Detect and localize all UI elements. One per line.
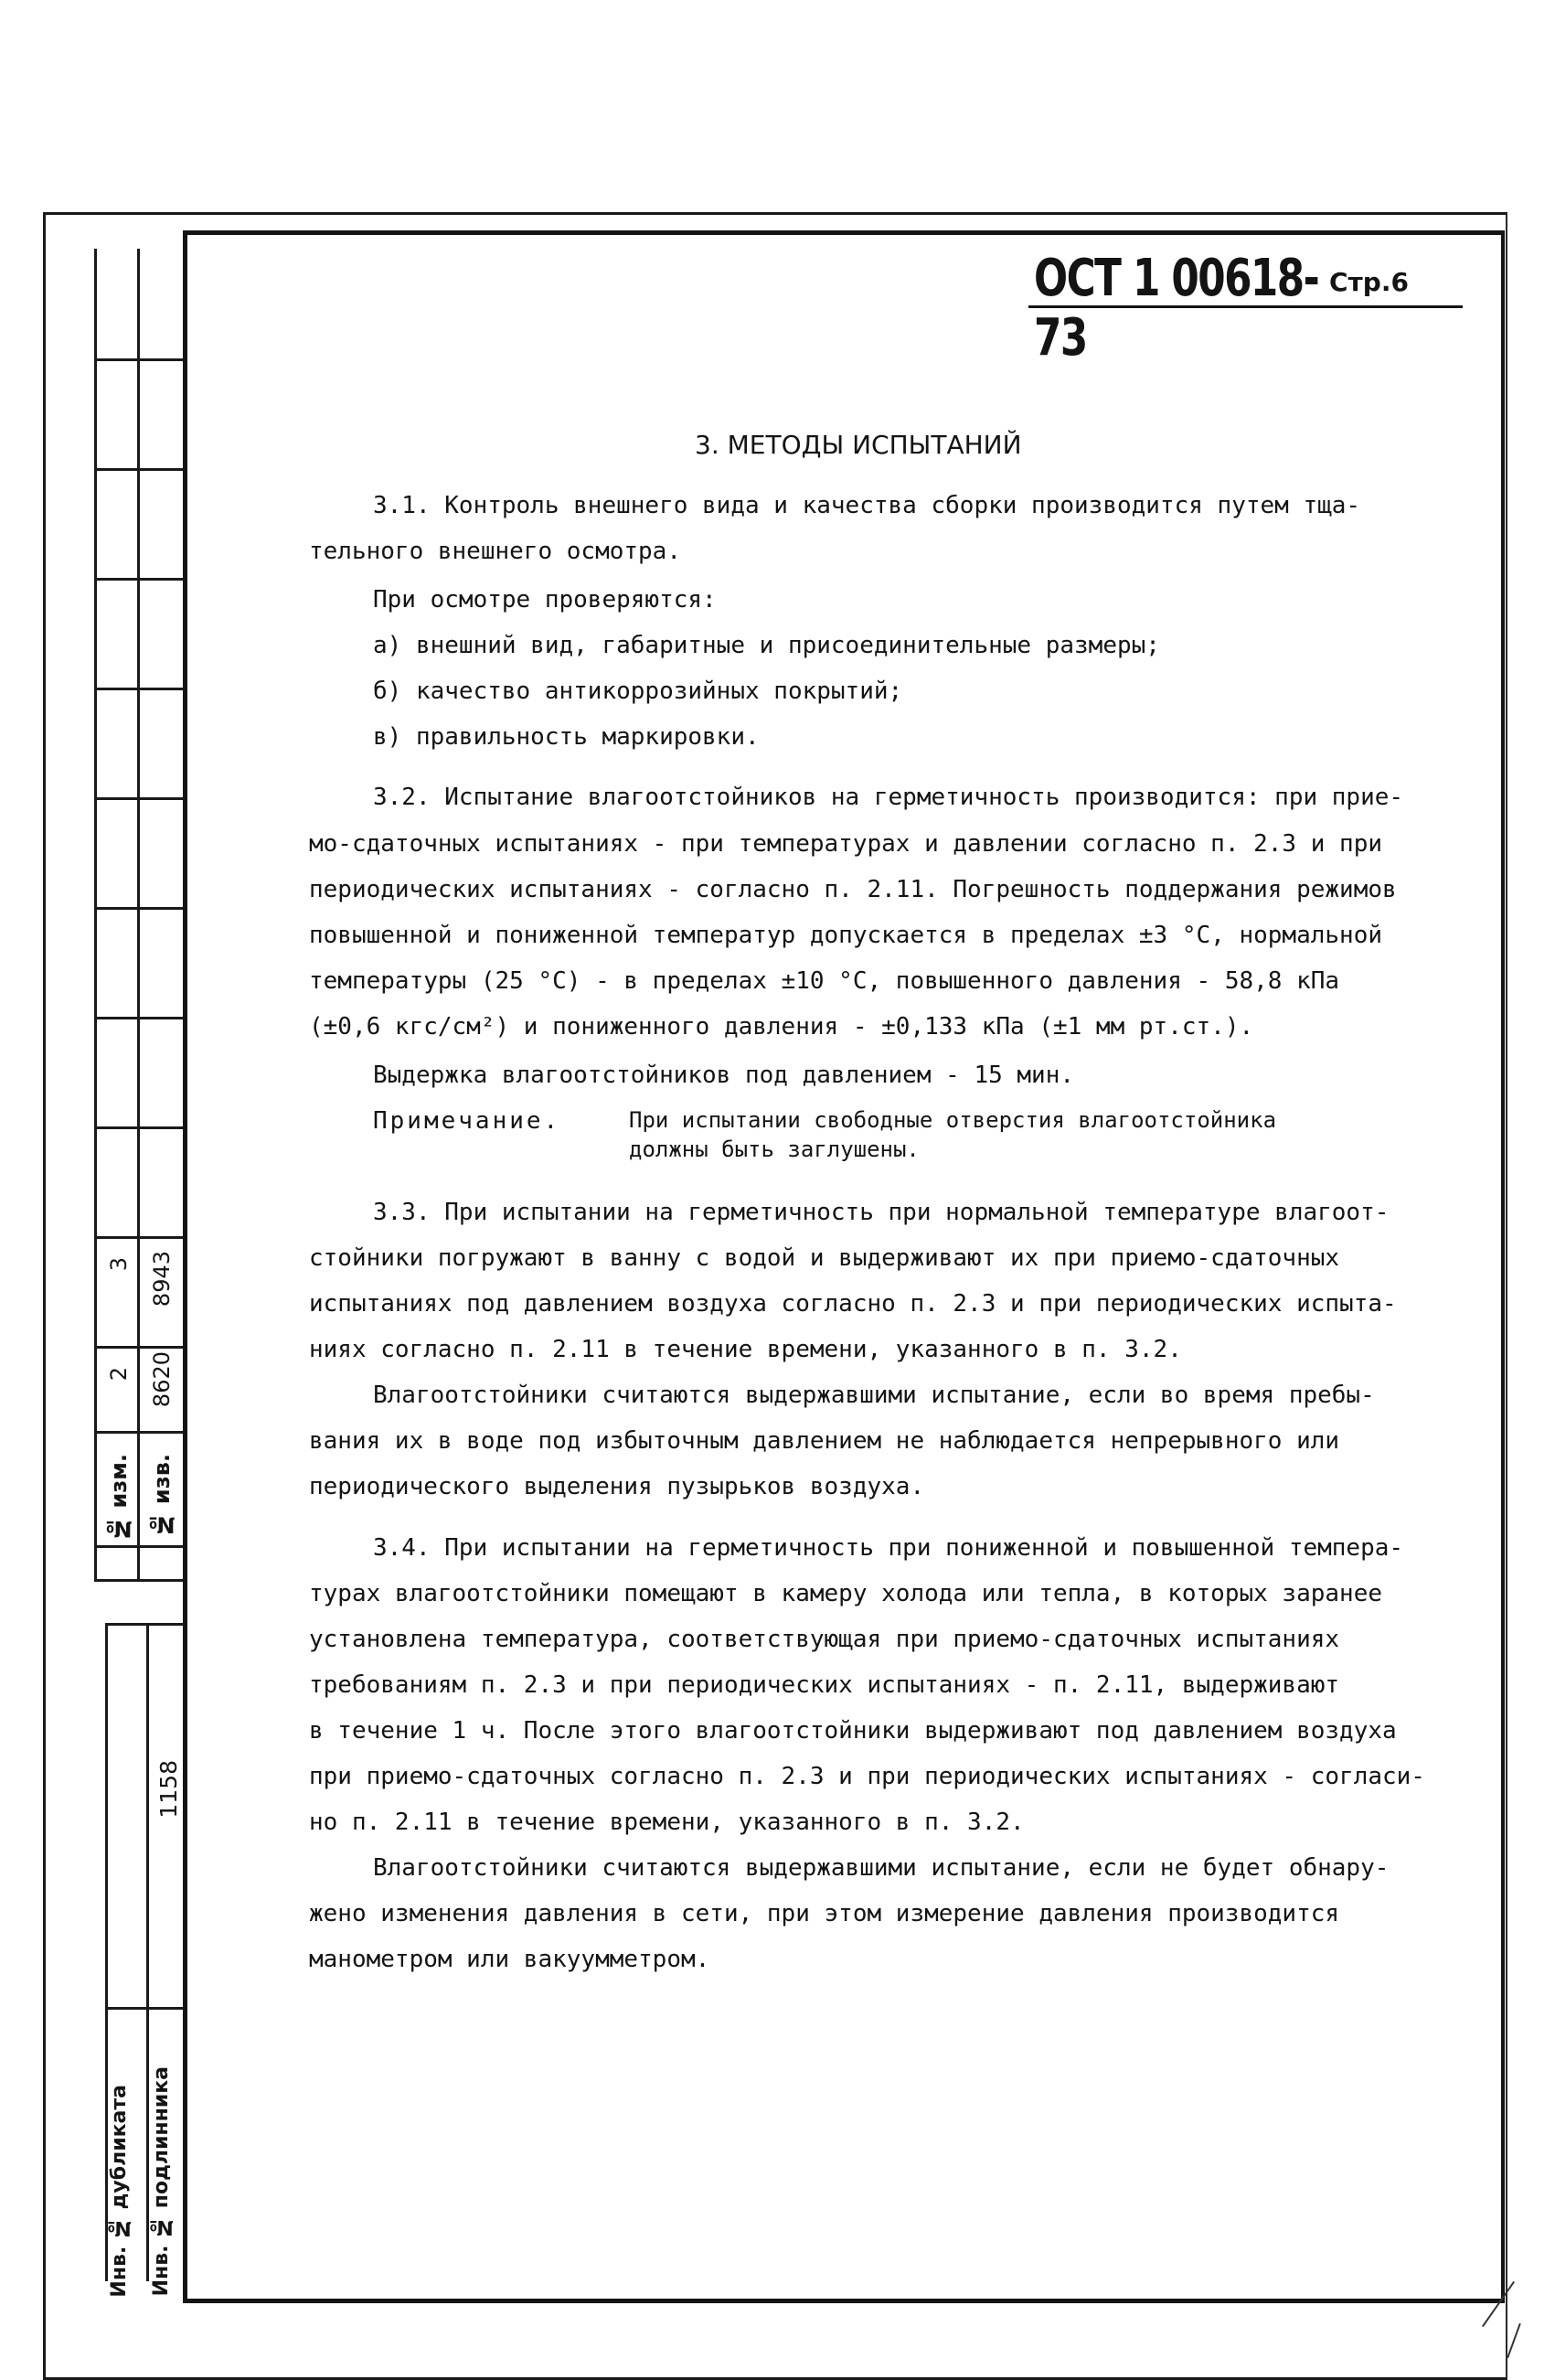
text-line: Влагоотстойники считаются выдержавшими испытание, если не будет обнару- <box>373 1854 1390 1882</box>
strip-line <box>94 907 183 910</box>
note-text: При испытании свободные отверстия влагоотстойника <box>629 1107 1277 1133</box>
text-line: При осмотре проверяются: <box>373 586 717 614</box>
strip-line <box>94 468 183 471</box>
note-label: Примечание. <box>373 1107 561 1135</box>
strip-line <box>94 1346 183 1349</box>
strip-line <box>105 2007 183 2010</box>
page-number: Стр.6 <box>1329 267 1409 297</box>
notice-number: 8620 <box>149 1351 175 1408</box>
strip-line <box>105 1623 183 1626</box>
strip-line <box>94 1545 183 1548</box>
note-text: должны быть заглушены. <box>629 1137 920 1162</box>
text-line: жено изменения давления в сети, при этом измерение давления производится <box>309 1900 1340 1927</box>
document-header <box>1028 249 1463 368</box>
notice-number: 8943 <box>149 1251 175 1307</box>
strip-line <box>94 1126 183 1129</box>
change-number: 2 <box>106 1367 132 1382</box>
text-line: 3.2. Испытание влагоотстойников на герметичность производится: при прие- <box>373 784 1404 811</box>
strip-line <box>94 578 183 581</box>
text-line: вания их в воде под избыточным давлением не наблюдается непрерывного или <box>309 1427 1340 1455</box>
text-line: мо-сдаточных испытаниях - при температурах и давлении согласно п. 2.3 и при <box>309 830 1382 858</box>
strip-line <box>94 1579 183 1582</box>
text-line: манометром или вакуумметром. <box>309 1946 710 1973</box>
text-line: в) правильность маркировки. <box>373 723 760 751</box>
text-line: б) качество антикоррозийных покрытий; <box>373 678 903 705</box>
notice-number-label: № изв. <box>149 1454 175 1538</box>
change-number-label: № изм. <box>106 1454 132 1542</box>
text-line: температуры (25 °С) - в пределах ±10 °С, повышенного давления - 58,8 кПа <box>309 967 1340 995</box>
text-line: периодических испытаниях - согласно п. 2.11. Погрешность поддержания режимов <box>309 876 1397 903</box>
strip-line <box>137 249 140 1582</box>
scan-mark <box>1507 2323 1521 2358</box>
strip-line <box>146 1623 149 2281</box>
text-line: 3.3. При испытании на герметичность при нормальной температуре влагоот- <box>373 1199 1390 1226</box>
text-line: Влагоотстойники считаются выдержавшими испытание, если во время пребы- <box>373 1382 1375 1409</box>
standard-code: ОСТ 1 00618-73 <box>1034 249 1319 368</box>
strip-line <box>94 358 183 361</box>
text-line: установлена температура, соответствующая при приемо-сдаточных испытаниях <box>309 1626 1340 1653</box>
text-line: испытаниях под давлением воздуха согласно п. 2.3 и при периодических испыта- <box>309 1290 1397 1318</box>
text-line: стойники погружают в ванну с водой и выдерживают их при приемо-сдаточных <box>309 1244 1340 1272</box>
section-title: 3. МЕТОДЫ ИСПЫТАНИЙ <box>695 430 1022 460</box>
text-line: 3.4. При испытании на герметичность при пониженной и повышенной темпера- <box>373 1534 1404 1562</box>
text-line: ниях согласно п. 2.11 в течение времени, указанного в п. 3.2. <box>309 1336 1182 1363</box>
text-line: Выдержка влагоотстойников под давлением - 15 мин. <box>373 1062 1075 1089</box>
duplicate-inventory-label: Инв. № дубликата <box>108 2085 131 2298</box>
text-line: но п. 2.11 в течение времени, указанного в п. 3.2. <box>309 1809 1025 1836</box>
strip-line <box>94 1017 183 1019</box>
strip-line <box>94 1431 183 1434</box>
strip-line <box>94 249 97 1582</box>
text-line: периодического выделения пузырьков воздуха. <box>309 1473 925 1500</box>
text-line: в течение 1 ч. После этого влагоотстойники выдерживают под давлением воздуха <box>309 1717 1397 1745</box>
text-line: повышенной и пониженной температур допускается в пределах ±3 °С, нормальной <box>309 922 1382 949</box>
text-line: требованиям п. 2.3 и при периодических испытаниях - п. 2.11, выдерживают <box>309 1671 1340 1699</box>
text-line: тельного внешнего осмотра. <box>309 538 681 565</box>
original-inventory-label: Инв. № подлинника <box>150 2066 173 2297</box>
strip-line <box>94 688 183 690</box>
strip-line <box>94 1236 183 1239</box>
original-inventory-number: 1158 <box>155 1760 182 1819</box>
text-line: 3.1. Контроль внешнего вида и качества сборки производится путем тща- <box>373 492 1361 519</box>
strip-line <box>94 797 183 800</box>
change-number: 3 <box>106 1257 132 1272</box>
text-line: а) внешний вид, габаритные и присоединительные размеры; <box>373 632 1160 659</box>
text-line: турах влагоотстойники помещают в камеру холода или тепла, в которых заранее <box>309 1580 1382 1607</box>
text-line: при приемо-сдаточных согласно п. 2.3 и при периодических испытаниях - согласи- <box>309 1763 1425 1790</box>
text-line: (±0,6 кгс/см²) и пониженного давления - ±0,133 кПа (±1 мм рт.ст.). <box>309 1013 1254 1041</box>
